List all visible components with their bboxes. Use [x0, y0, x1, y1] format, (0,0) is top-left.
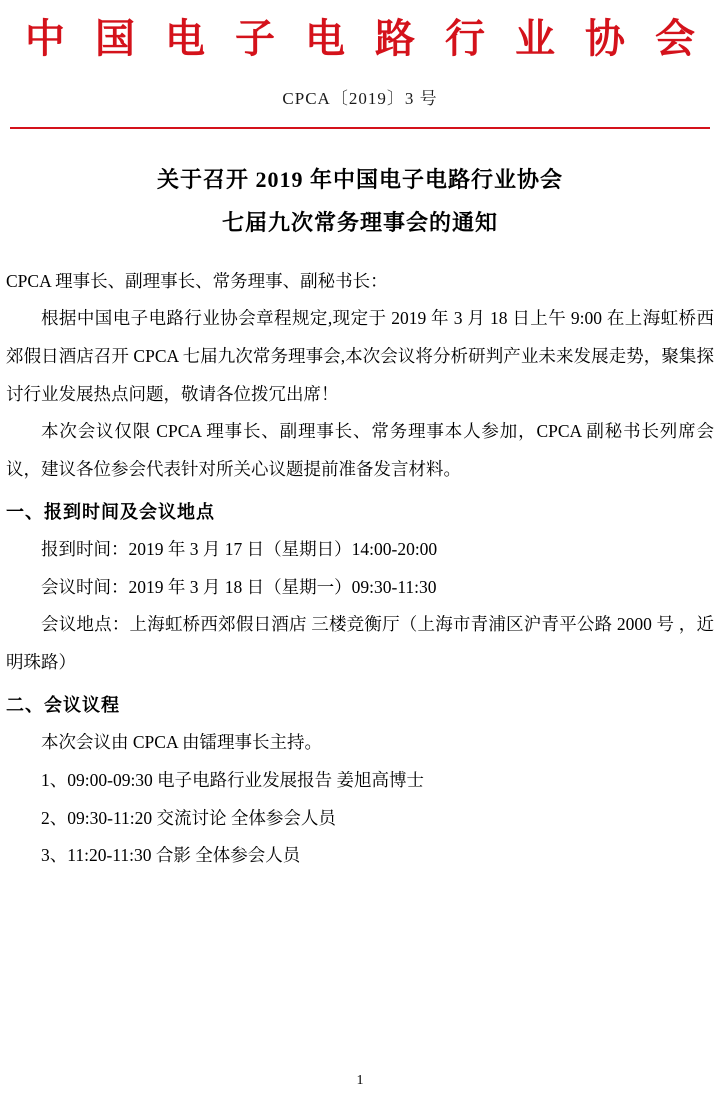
organization-masthead: 中 国 电 子 电 路 行 业 协 会 — [25, 16, 705, 61]
title-line-1: 关于召开 2019 年中国电子电路行业协会 — [156, 167, 563, 192]
section-heading-agenda: 二、会议议程 — [6, 694, 120, 715]
meeting-time: 会议时间：2019 年 3 月 18 日（星期一）09:30-11:30 — [41, 576, 437, 597]
salutation: CPCA 理事长、副理事长、常务理事、副秘书长： — [6, 270, 388, 291]
title-line-2: 七届九次常务理事会的通知 — [221, 209, 498, 235]
document-body — [0, 263, 720, 875]
agenda-intro: 本次会议由 CPCA 由镭理事长主持。 — [41, 732, 322, 753]
document-number: CPCA〔2019〕3 号 — [282, 89, 438, 108]
registration-time: 报到时间：2019 年 3 月 17 日（星期日）14:00-20:00 — [41, 539, 438, 560]
red-divider-rule — [10, 127, 710, 129]
section-heading-registration: 一、报到时间及会议地点 — [6, 501, 215, 522]
agenda-item: 2、09:30-11:20 交流讨论 全体参会人员 — [41, 807, 336, 828]
meeting-location: 会议地点：上海虹桥西郊假日酒店 三楼竞衡厅（上海市青浦区沪青平公路 2000 号 ，近明珠路） — [6, 614, 714, 673]
page-number: 1 — [356, 1073, 364, 1088]
paragraph-attendance: 本次会议仅限 CPCA 理事长、副理事长、常务理事本人参加，CPCA 副秘书长列席会议，建议各位参会代表针对所关心议题提前准备发言材料。 — [6, 421, 714, 479]
document-title — [0, 159, 720, 245]
agenda-item: 3、11:20-11:30 合影 全体参会人员 — [41, 845, 301, 866]
agenda-item: 1、09:00-09:30 电子电路行业发展报告 姜旭高博士 — [41, 770, 425, 791]
paragraph-background: 根据中国电子电路行业协会章程规定,现定于 2019 年 3 月 18 日上午 9:00 在上海虹桥西郊假日酒店召开 CPCA 七届九次常务理事会,本次会议将分析研判产业未来发展走势，聚集探讨行业发展热点问题，敬请各位拨冗出席！ — [6, 308, 714, 404]
